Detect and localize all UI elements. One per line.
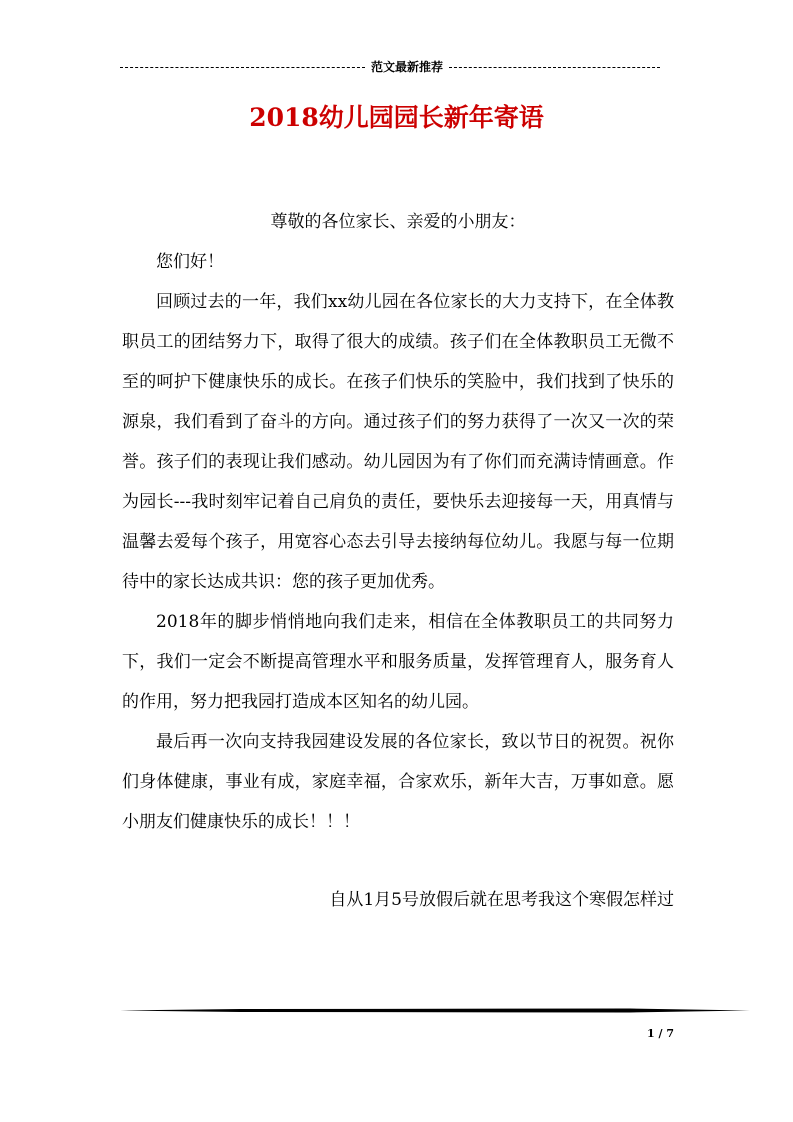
footer-rule <box>120 1008 750 1013</box>
document-body <box>122 202 674 920</box>
body-paragraph: 2018年的脚步悄悄地向我们走来，相信在全体教职员工的共同努力下，我们一定会不断提高管理水平和服务质量，发挥管理育人，服务育人的作用，努力把我园打造成本区知名的幼儿园。 <box>122 612 674 712</box>
page-number: 1 / 7 <box>647 1027 674 1040</box>
header-label: 范文最新推荐 <box>370 60 443 74</box>
greeting: 您们好！ <box>156 252 224 272</box>
header-dashed-line-right <box>449 67 660 68</box>
next-section-text: 自从1月5号放假后就在思考我这个寒假怎样过 <box>329 890 674 910</box>
page-header <box>120 58 660 76</box>
salutation: 尊敬的各位家长、亲爱的小朋友： <box>270 212 526 232</box>
body-paragraph: 最后再一次向支持我园建设发展的各位家长，致以节日的祝贺。祝你们身体健康，事业有成，家庭幸福，合家欢乐，新年大吉，万事如意。愿小朋友们健康快乐的成长！！！ <box>122 732 674 832</box>
document-title: 2018幼儿园园长新年寄语 <box>249 103 544 132</box>
header-dashed-line-left <box>120 67 365 68</box>
body-paragraph: 回顾过去的一年，我们xx幼儿园在各位家长的大力支持下，在全体教职员工的团结努力下，取得了很大的成绩。孩子们在全体教职员工无微不至的呵护下健康快乐的成长。在孩子们快乐的笑脸中，我们找到了快乐的源泉，我们看到了奋斗的方向。通过孩子们的努力获得了一次又一次的荣誉。孩子们的表现让我们感动。幼儿园因为有了你们而充满诗情画意。作为园长---我时刻牢记着自己肩负的责任，要快乐去迎接每一天，用真情与温馨去爱每个孩子，用宽容心态去引导去接纳每位幼儿。我愿与每一位期待中的家长达成共识：您的孩子更加优秀。 <box>122 292 674 592</box>
